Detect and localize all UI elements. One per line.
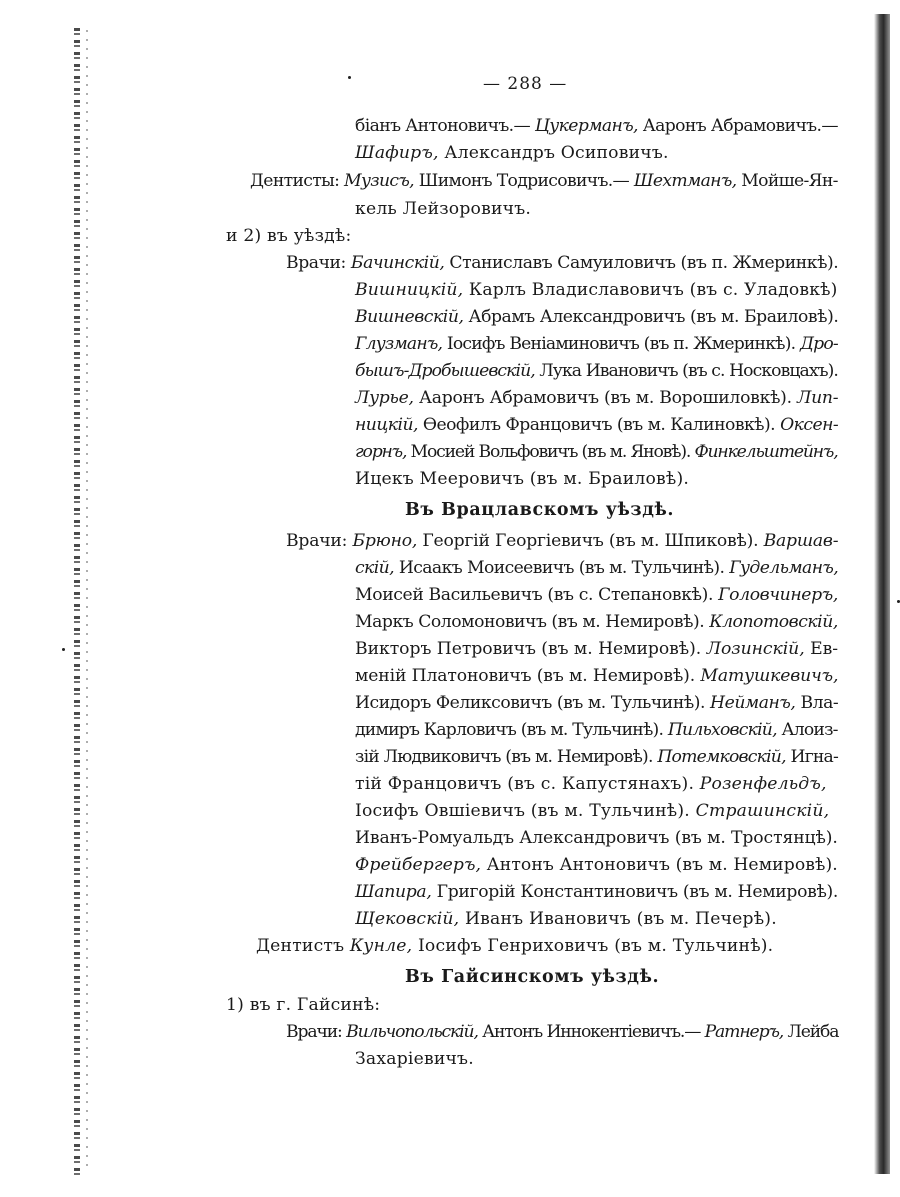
text-run: Станиславъ Самуиловичъ (въ п. Жмеринкѣ).: [444, 253, 839, 273]
text-run: Маркъ Соломоновичъ (въ м. Немировѣ).: [355, 612, 710, 632]
surname: Страшинскій,: [695, 801, 830, 821]
text-line: [355, 583, 838, 607]
text-run: Шимонъ Тодрисовичъ.—: [413, 171, 634, 191]
text-line: [355, 141, 669, 165]
surname: Потемковскій,: [657, 747, 786, 767]
surname: Вишневскій,: [355, 307, 464, 327]
text-line: [355, 718, 838, 742]
text-line: [355, 1047, 474, 1071]
text-run: Ѳеофилъ Францовичъ (въ м. Калиновкѣ).: [417, 415, 781, 435]
page-number: — 288 —: [483, 74, 568, 94]
surname: Варшав-: [763, 531, 839, 551]
surname: Бачинскій,: [350, 253, 445, 273]
text-run: Исаакъ Моисеевичъ (въ м. Тульчинѣ).: [393, 558, 730, 578]
text-line: [355, 610, 838, 634]
text-run: Въ Врацлавскомъ уѣздѣ.: [405, 500, 675, 520]
text-run: димиръ Карловичъ (въ м. Тульчинѣ).: [355, 720, 668, 740]
text-run: Ев-: [804, 639, 838, 659]
text-line: [355, 880, 838, 904]
surname: Лип-: [797, 388, 839, 408]
text-line: [355, 467, 689, 491]
text-line: [355, 637, 838, 661]
text-line: [286, 1020, 838, 1044]
text-run: Захаріевичъ.: [355, 1049, 474, 1069]
surname: Глузманъ,: [355, 334, 443, 354]
text-run: меній Платоновичъ (въ м. Немировѣ).: [355, 666, 701, 686]
text-run: Викторъ Петровичъ (въ м. Немировѣ).: [355, 639, 707, 659]
text-run: Мосией Вольфовичъ (въ м. Яновѣ).: [406, 442, 695, 462]
surname: Лозинскій,: [706, 639, 805, 659]
text-run: Ааронъ Абрамовичъ (въ м. Ворошиловкѣ).: [413, 388, 798, 408]
text-line: [355, 907, 777, 931]
surname: Вильчопольскій,: [346, 1022, 478, 1042]
text-line: [226, 993, 380, 1017]
text-run: Алоиз-: [776, 720, 838, 740]
text-run: и 2) въ уѣздѣ:: [226, 226, 352, 246]
text-run: Врачи:: [286, 531, 353, 551]
text-line: [355, 664, 838, 688]
text-line: [355, 386, 838, 410]
text-line: [355, 305, 838, 329]
text-line: [355, 772, 827, 796]
text-run: Дентисты:: [250, 171, 345, 191]
scan-speck: [62, 648, 65, 651]
text-run: Мойше-Ян-: [736, 171, 838, 191]
surname: ницкій,: [355, 415, 418, 435]
surname: Нейманъ,: [710, 693, 796, 713]
scan-edge-left: [74, 28, 80, 1178]
text-line: [355, 413, 838, 437]
text-run: Лейба: [783, 1022, 839, 1042]
text-run: тій Францовичъ (въ с. Капустянахъ).: [355, 774, 700, 794]
section-heading: [405, 965, 659, 989]
surname: Фрейбергеръ,: [355, 855, 482, 875]
text-run: Лука Ивановичъ (въ с. Носковцахъ).: [534, 361, 838, 381]
text-run: Моисей Васильевичъ (въ с. Степановкѣ).: [355, 585, 719, 605]
text-line: [355, 556, 838, 580]
text-line: [355, 853, 838, 877]
surname: бышъ-Дробышевскій,: [355, 361, 535, 381]
text-run: 1) въ г. Гайсинѣ:: [226, 995, 381, 1015]
scan-speck: [348, 76, 351, 79]
surname: горнъ,: [355, 442, 407, 462]
text-line: [355, 197, 531, 221]
text-run: Вла-: [795, 693, 839, 713]
text-line: [286, 529, 838, 553]
surname: Музисъ,: [344, 171, 414, 191]
surname: Матушкевичъ,: [700, 666, 839, 686]
text-line: [250, 169, 838, 193]
text-run: Ицекъ Мееровичъ (въ м. Браиловѣ).: [355, 469, 690, 489]
surname: Шехтманъ,: [633, 171, 737, 191]
text-line: [355, 691, 838, 715]
section-heading: [405, 498, 674, 522]
text-run: Антонъ Иннокентіевичъ.—: [477, 1022, 705, 1042]
surname: Шафиръ,: [355, 143, 439, 163]
text-line: [355, 332, 838, 356]
text-run: Іосифъ Веніаминовичъ (въ п. Жмеринкѣ).: [442, 334, 800, 354]
text-run: Игна-: [785, 747, 839, 767]
text-line: [355, 440, 838, 464]
text-run: Исидоръ Феликсовичъ (въ м. Тульчинѣ).: [355, 693, 711, 713]
text-run: Въ Гайсинскомъ уѣздѣ.: [405, 967, 660, 987]
text-line: [355, 278, 837, 302]
text-run: Ааронъ Абрамовичъ.—: [637, 116, 838, 136]
surname: Лурье,: [355, 388, 414, 408]
text-run: біанъ Антоновичъ.—: [355, 116, 535, 136]
text-run: Георгій Георгіевичъ (въ м. Шпиковѣ).: [417, 531, 764, 551]
surname: Вишницкій,: [355, 280, 464, 300]
text-run: Александръ Осиповичъ.: [438, 143, 669, 163]
surname: Клопотовскій,: [709, 612, 838, 632]
text-line: [355, 799, 829, 823]
surname: Оксен-: [780, 415, 839, 435]
text-run: Антонъ Антоновичъ (въ м. Немировѣ).: [481, 855, 838, 875]
text-run: Карлъ Владиславовичъ (въ с. Уладовкѣ): [463, 280, 838, 300]
surname: Дро-: [799, 334, 838, 354]
surname: Розенфельдъ,: [699, 774, 827, 794]
text-line: [355, 745, 838, 769]
text-run: Врачи:: [286, 253, 351, 273]
text-run: Дентистъ: [256, 936, 350, 956]
text-run: Иванъ-Ромуальдъ Александровичъ (въ м. Тростянцѣ).: [355, 828, 838, 848]
scan-edge-left-secondary: [86, 30, 88, 1170]
text-run: кель Лейзоровичъ.: [355, 199, 531, 219]
text-run: Врачи:: [286, 1022, 347, 1042]
surname: Ратнеръ,: [704, 1022, 784, 1042]
text-line: [256, 934, 773, 958]
text-line: [286, 251, 838, 275]
scan-edge-right: [874, 14, 890, 1174]
text-run: Іосифъ Генриховичъ (въ м. Тульчинѣ).: [412, 936, 774, 956]
text-line: [355, 826, 838, 850]
text-run: Григорій Константиновичъ (въ м. Немировѣ).: [431, 882, 839, 902]
text-line: [226, 224, 352, 248]
surname: Финкельштейнъ,: [694, 442, 838, 462]
surname: Цукерманъ,: [534, 116, 638, 136]
surname: Щековскій,: [355, 909, 460, 929]
text-line: [355, 359, 838, 383]
text-line: [355, 114, 838, 138]
surname: скій,: [355, 558, 394, 578]
surname: Пильховскій,: [667, 720, 777, 740]
surname: Головчинеръ,: [718, 585, 838, 605]
surname: Кунле,: [349, 936, 413, 956]
surname: Шапира,: [355, 882, 432, 902]
surname: Брюно,: [352, 531, 418, 551]
surname: Гудельманъ,: [729, 558, 839, 578]
text-run: Іосифъ Овшіевичъ (въ м. Тульчинѣ).: [355, 801, 696, 821]
text-run: Иванъ Ивановичъ (въ м. Печерѣ).: [459, 909, 777, 929]
text-run: зій Людвиковичъ (въ м. Немировѣ).: [355, 747, 658, 767]
text-run: Абрамъ Александровичъ (въ м. Браиловѣ).: [463, 307, 839, 327]
